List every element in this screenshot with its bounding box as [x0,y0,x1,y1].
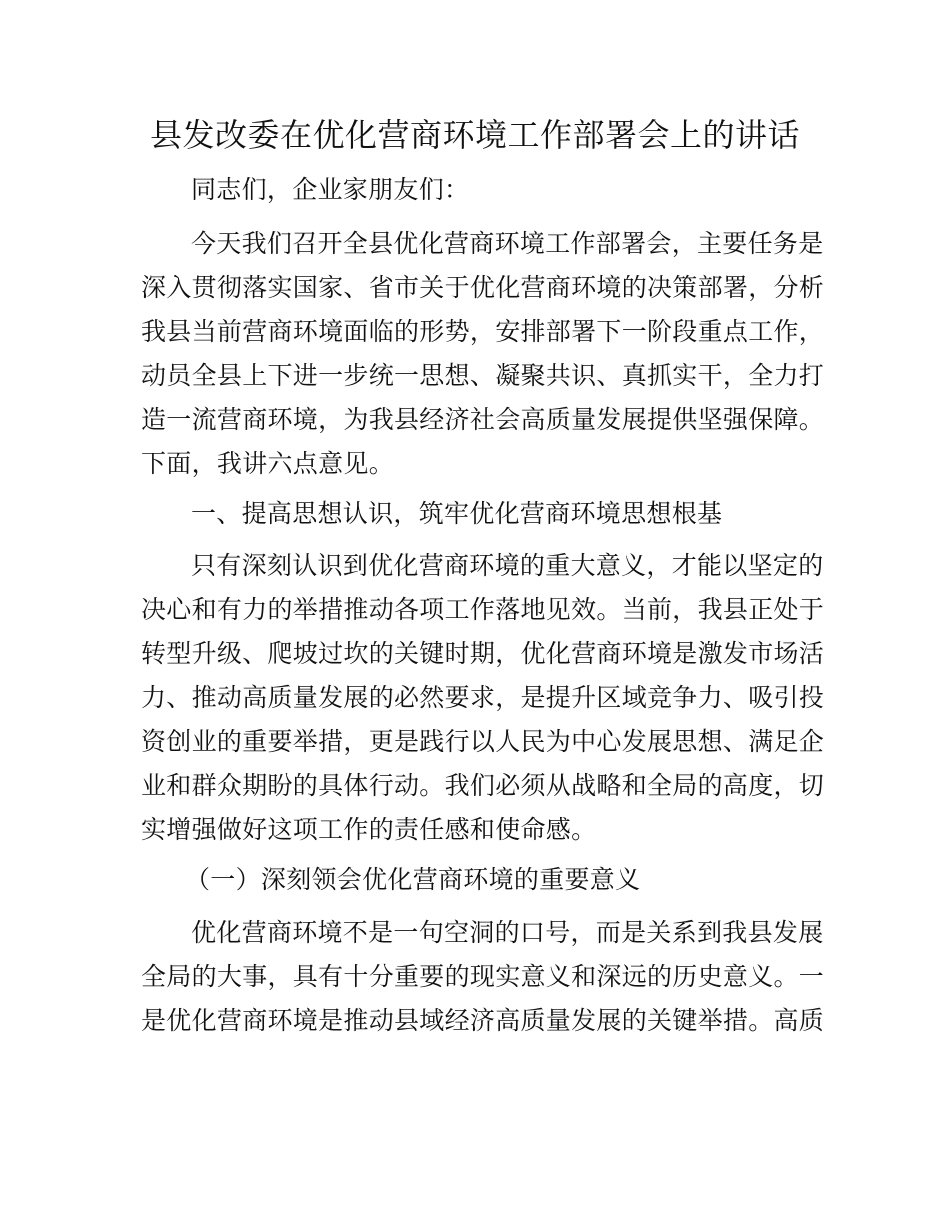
body-line: 只有深刻认识到优化营商环境的重大意义，才能以坚定的 [191,551,824,580]
body-line: 实增强做好这项工作的责任感和使命感。 [141,815,597,844]
salutation: 同志们，企业家朋友们： [191,175,470,204]
body-line: 动员全县上下进一步统一思想、凝聚共识、真抓实干，全力打 [141,361,825,390]
document-title: 县发改委在优化营商环境工作部署会上的讲话 [149,116,800,154]
section-heading: 一、提高思想认识，筑牢优化营商环境思想根基 [191,499,723,528]
body-line: 全局的大事，具有十分重要的现实意义和深远的历史意义。一 [141,962,825,991]
body-line: 我县当前营商环境面临的形势，安排部署下一阶段重点工作， [141,317,825,346]
body-line: 转型升级、爬坡过坎的关键时期，优化营商环境是激发市场活 [141,639,825,668]
body-line: 资创业的重要举措，更是践行以人民为中心发展思想、满足企 [141,727,825,756]
body-line: 下面，我讲六点意见。 [141,449,395,478]
body-line: 业和群众期盼的具体行动。我们必须从战略和全局的高度，切 [141,771,825,800]
body-line: 优化营商环境不是一句空洞的口号，而是关系到我县发展 [191,918,824,947]
body-line: 决心和有力的举措推动各项工作落地见效。当前，我县正处于 [141,595,825,624]
subsection-heading: （一）深刻领会优化营商环境的重要意义 [185,865,641,894]
body-line: 深入贯彻落实国家、省市关于优化营商环境的决策部署，分析 [141,273,825,302]
body-line: 力、推动高质量发展的必然要求，是提升区域竞争力、吸引投 [141,683,825,712]
body-line: 是优化营商环境是推动县域经济高质量发展的关键举措。高质 [141,1006,825,1035]
body-line: 今天我们召开全县优化营商环境工作部署会，主要任务是 [191,229,824,258]
body-line: 造一流营商环境，为我县经济社会高质量发展提供坚强保障。 [141,405,825,434]
